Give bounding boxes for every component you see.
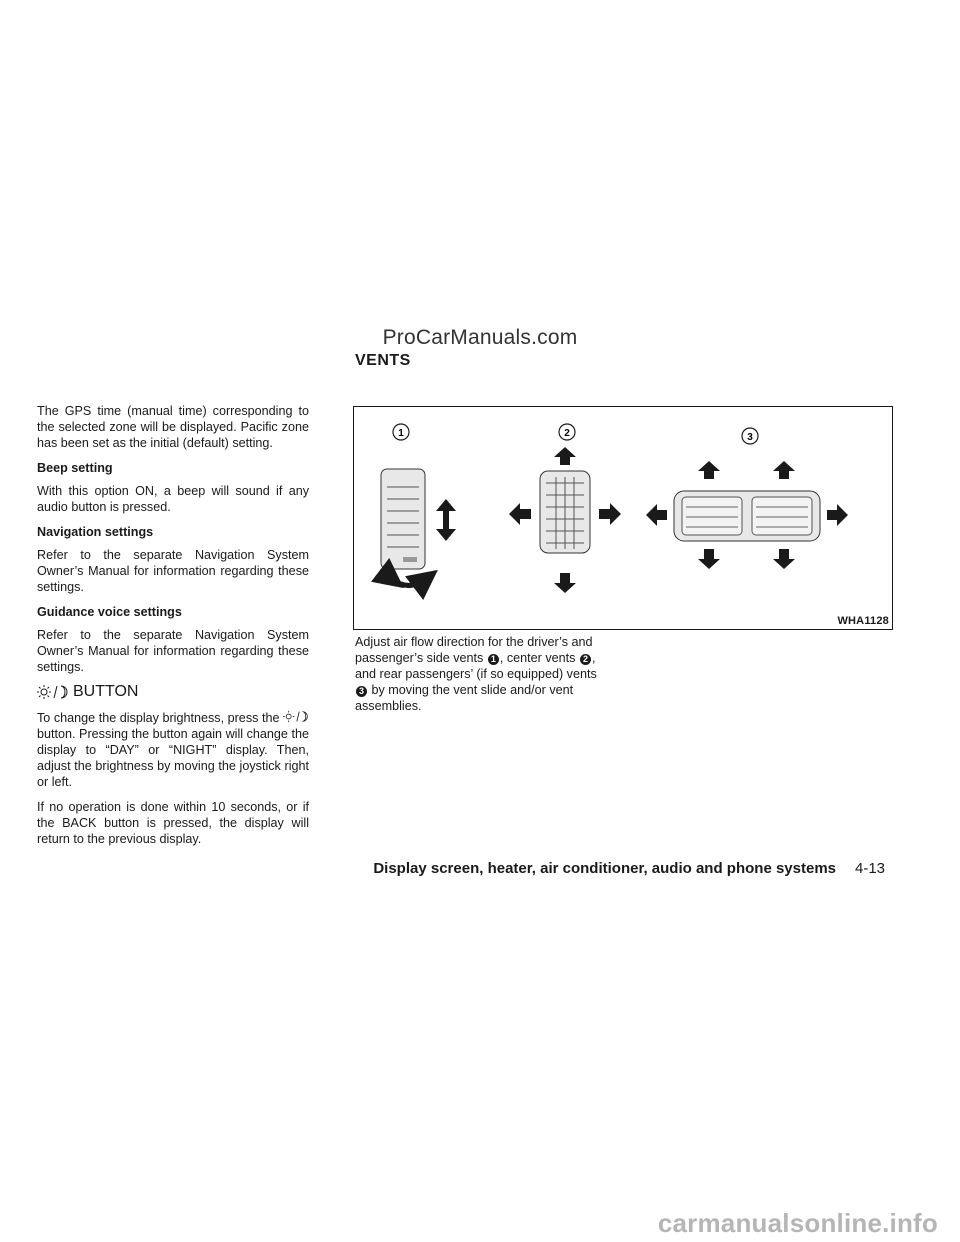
timeout-paragraph: If no operation is done within 10 seconds, or if the BACK button is pressed, the display will return to the previous display. [37,800,309,846]
svg-text:1: 1 [398,428,404,439]
voice-paragraph: Refer to the separate Navigation System Owner’s Manual for information regarding these settings. [37,628,309,674]
day-night-icon [37,684,69,700]
label-3 [742,428,758,444]
button-heading-label: BUTTON [73,683,139,700]
vents-figure [353,406,893,630]
figure-code: WHA1128 [837,615,889,627]
voice-heading: Guidance voice settings [37,605,182,619]
beep-paragraph: With this option ON, a beep will sound if any audio button is pressed. [37,484,309,514]
callout-1: 1 [488,654,499,665]
watermark-bottom: carmanualsonline.info [657,1208,938,1238]
brightness-paragraph: To change the display brightness, press the button. Pressing the button again will change the display to “DAY” or “NIGHT” display. Then, adjust the brightness by moving the joystick right or left. [37,711,309,789]
svg-text:2: 2 [564,428,570,439]
label-2 [559,424,575,440]
svg-text:3: 3 [747,432,753,443]
section-title: VENTS [355,352,411,369]
label-1 [393,424,409,440]
day-night-inline-icon [283,710,309,723]
navigation-heading: Navigation settings [37,525,154,539]
center-vent [509,447,621,593]
figure-caption: Adjust air flow direction for the driver’s and passenger’s side vents 1 , center vents 2 , and rear passengers’ (if so equipped) vents 3 by moving the vent slide and/or vent assemblies. [355,635,597,713]
rear-vents [646,461,848,569]
brightness-button-heading [37,684,309,700]
footer-page-number: 4-13 [855,860,886,877]
navigation-paragraph: Refer to the separate Navigation System Owner’s Manual for information regarding these settings. [37,548,309,594]
vents-illustration [354,407,892,629]
intro-paragraph: The GPS time (manual time) corresponding to the selected zone will be displayed. Pacific zone has been set as the initial (default) setting. [37,404,309,450]
beep-heading: Beep setting [37,461,113,475]
watermark-top: ProCarManuals.com [382,326,578,349]
footer-chapter-title: Display screen, heater, air conditioner, audio and phone systems [373,860,836,877]
side-vent [381,469,456,586]
callout-3: 3 [356,686,367,697]
left-column [37,403,309,856]
callout-2: 2 [580,654,591,665]
